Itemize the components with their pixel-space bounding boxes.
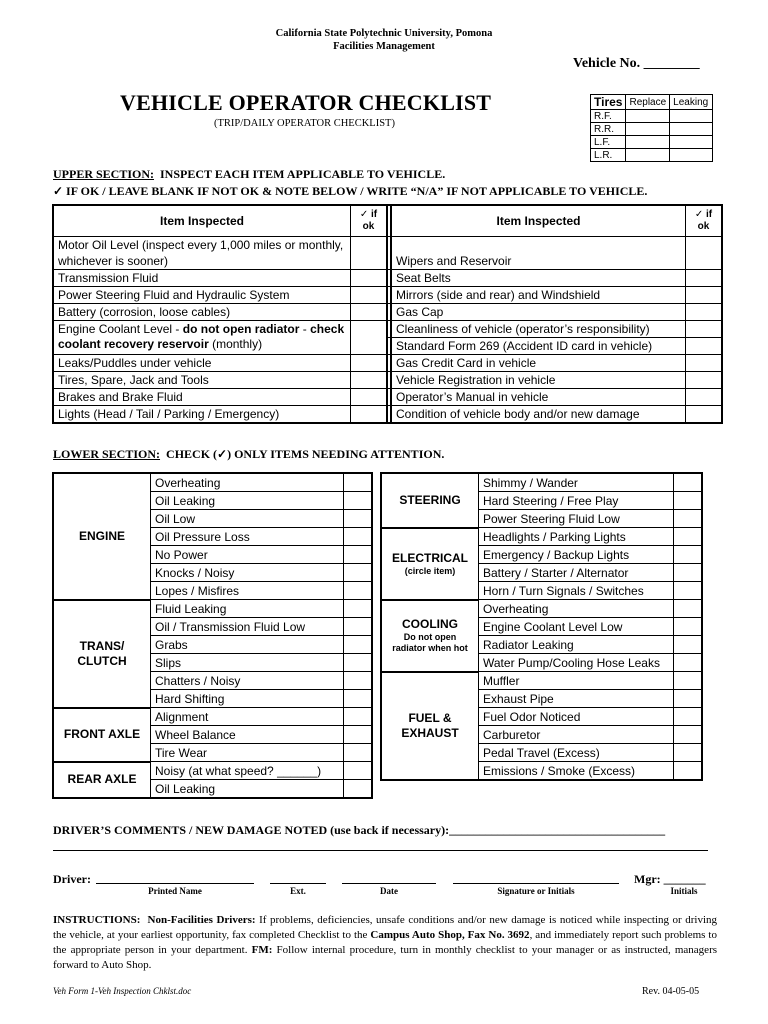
upper-item-right: Seat Belts bbox=[391, 269, 686, 286]
upper-item-left: Tires, Spare, Jack and Tools bbox=[53, 371, 351, 388]
lower-item: Battery / Starter / Alternator bbox=[479, 564, 674, 582]
lower-check-cell[interactable] bbox=[674, 492, 703, 510]
upper-item-left: Power Steering Fluid and Hydraulic System bbox=[53, 286, 351, 303]
manager-initials-field[interactable]: Mgr: _______ bbox=[634, 872, 706, 886]
upper-section-text: INSPECT EACH ITEM APPLICABLE TO VEHICLE. bbox=[160, 167, 446, 181]
page-title: VEHICLE OPERATOR CHECKLIST bbox=[120, 90, 492, 115]
ext-line[interactable] bbox=[270, 883, 326, 884]
upper-check-left[interactable] bbox=[351, 269, 388, 286]
lower-check-cell[interactable] bbox=[344, 473, 373, 492]
lower-row bbox=[53, 708, 372, 726]
instructions-label: INSTRUCTIONS: bbox=[53, 914, 141, 926]
lower-check-cell[interactable] bbox=[674, 510, 703, 528]
lower-check-cell[interactable] bbox=[344, 510, 373, 528]
lower-check-cell[interactable] bbox=[344, 780, 373, 799]
lower-item: Hard Shifting bbox=[151, 690, 344, 708]
upper-check-left[interactable] bbox=[351, 320, 388, 354]
group-name: TRANS/ CLUTCH bbox=[77, 638, 127, 668]
upper-item-right: Mirrors (side and rear) and Windshield bbox=[391, 286, 686, 303]
lower-check-cell[interactable] bbox=[344, 744, 373, 762]
upper-item-left: Lights (Head / Tail / Parking / Emergency) bbox=[53, 405, 351, 423]
lower-check-cell[interactable] bbox=[674, 636, 703, 654]
upper-checklist-table bbox=[52, 204, 723, 424]
leaking-header: Leaking bbox=[670, 95, 713, 110]
lower-item: Horn / Turn Signals / Switches bbox=[479, 582, 674, 600]
tire-replace-cell[interactable] bbox=[626, 136, 670, 149]
lower-check-cell[interactable] bbox=[674, 654, 703, 672]
lower-check-cell[interactable] bbox=[674, 528, 703, 546]
upper-item-left: Battery (corrosion, loose cables) bbox=[53, 303, 351, 320]
lower-item: Exhaust Pipe bbox=[479, 690, 674, 708]
lower-item: Overheating bbox=[479, 600, 674, 618]
tire-leaking-cell[interactable] bbox=[670, 149, 713, 162]
lower-right-table bbox=[380, 472, 703, 781]
signature-label: Signature or Initials bbox=[497, 886, 575, 896]
non-facilities-label: Non-Facilities Drivers: bbox=[147, 914, 256, 926]
upper-check-right[interactable] bbox=[686, 354, 723, 371]
group-name: COOLING bbox=[402, 617, 458, 631]
lower-check-cell[interactable] bbox=[674, 473, 703, 492]
lower-check-cell[interactable] bbox=[674, 726, 703, 744]
lower-row bbox=[381, 473, 702, 492]
comments-second-line[interactable] bbox=[53, 850, 708, 851]
group-note: Do not open radiator when hot bbox=[392, 632, 468, 653]
initials-label: Initials bbox=[670, 886, 698, 896]
vehicle-number-field[interactable]: Vehicle No. ________ bbox=[573, 56, 700, 71]
upper-item-right: Condition of vehicle body and/or new damage bbox=[391, 405, 686, 423]
group-name: ELECTRICAL bbox=[392, 550, 468, 565]
lower-check-cell[interactable] bbox=[344, 582, 373, 600]
tire-replace-cell[interactable] bbox=[626, 149, 670, 162]
fax-info: Campus Auto Shop, Fax No. 3692 bbox=[370, 929, 530, 941]
lower-item: Muffler bbox=[479, 672, 674, 690]
group-label bbox=[381, 600, 479, 672]
lower-item: Alignment bbox=[151, 708, 344, 726]
footer-revision: Rev. 04-05-05 bbox=[642, 986, 700, 997]
ext-label: Ext. bbox=[290, 886, 306, 896]
upper-item-right: Vehicle Registration in vehicle bbox=[391, 371, 686, 388]
lower-item: Fluid Leaking bbox=[151, 600, 344, 618]
tire-leaking-cell[interactable] bbox=[670, 136, 713, 149]
department-name: Facilities Management bbox=[333, 41, 435, 52]
lower-row bbox=[381, 672, 702, 690]
upper-check-left[interactable] bbox=[351, 354, 388, 371]
non-facilities-text: If problems, deficiencies, unsafe conditions and/or new damage is noticed while inspecting or driving the vehicle, at your earliest opportunity, fax completed Checklist to the bbox=[53, 914, 718, 941]
lower-check-cell[interactable] bbox=[344, 492, 373, 510]
upper-check-left[interactable] bbox=[351, 286, 388, 303]
upper-item-right: Wipers and Reservoir bbox=[391, 236, 686, 269]
tire-label: L.F. bbox=[591, 136, 626, 149]
footer-filename: Veh Form 1-Veh Inspection Chklst.doc bbox=[53, 986, 192, 996]
upper-check-right[interactable] bbox=[686, 303, 723, 320]
tire-label: R.R. bbox=[591, 123, 626, 136]
lower-item: Lopes / Misfires bbox=[151, 582, 344, 600]
lower-check-cell[interactable] bbox=[344, 762, 373, 780]
item-inspected-header-right: Item Inspected bbox=[391, 205, 686, 236]
lower-item: Carburetor bbox=[479, 726, 674, 744]
group-label bbox=[381, 672, 479, 781]
upper-check-right[interactable] bbox=[686, 405, 723, 423]
lower-left-table bbox=[52, 472, 373, 799]
tire-leaking-cell[interactable] bbox=[670, 110, 713, 123]
lower-item: Grabs bbox=[151, 636, 344, 654]
group-name: STEERING bbox=[399, 492, 461, 507]
tire-replace-cell[interactable] bbox=[626, 110, 670, 123]
lower-check-cell[interactable] bbox=[344, 546, 373, 564]
tires-table bbox=[590, 94, 713, 162]
upper-check-left[interactable] bbox=[351, 405, 388, 423]
group-label bbox=[53, 708, 151, 762]
lower-check-cell[interactable] bbox=[674, 672, 703, 690]
lower-item: Headlights / Parking Lights bbox=[479, 528, 674, 546]
lower-check-cell[interactable] bbox=[344, 726, 373, 744]
upper-check-right[interactable] bbox=[686, 320, 723, 337]
lower-check-cell[interactable] bbox=[674, 690, 703, 708]
check-header-left: ✓ if ok bbox=[351, 205, 388, 236]
lower-check-cell[interactable] bbox=[344, 636, 373, 654]
drivers-comments-line[interactable]: DRIVER’S COMMENTS / NEW DAMAGE NOTED (use back if necessary):____________________________________ bbox=[53, 823, 666, 837]
printed-name-line[interactable] bbox=[96, 883, 254, 884]
lower-item: Fuel Odor Noticed bbox=[479, 708, 674, 726]
lower-item: Oil / Transmission Fluid Low bbox=[151, 618, 344, 636]
group-name: FRONT AXLE bbox=[63, 727, 141, 741]
upper-check-right[interactable] bbox=[686, 337, 723, 354]
printed-name-label: Printed Name bbox=[148, 886, 202, 896]
fm-text: Follow internal procedure, turn in monthly checklist to your manager or as instructed, managers forward to Auto Shop. bbox=[53, 944, 718, 971]
upper-item-right: Gas Credit Card in vehicle bbox=[391, 354, 686, 371]
coolant-text-part: - bbox=[299, 322, 311, 336]
lower-check-cell[interactable] bbox=[674, 744, 703, 762]
lower-row bbox=[53, 473, 372, 492]
upper-section-instruction: ✓ IF OK / LEAVE BLANK IF NOT OK & NOTE BELOW / WRITE “N/A” IF NOT APPLICABLE TO VEHICLE. bbox=[53, 184, 648, 198]
lower-item: Hard Steering / Free Play bbox=[479, 492, 674, 510]
lower-check-cell[interactable] bbox=[344, 528, 373, 546]
upper-item-left bbox=[53, 320, 351, 354]
group-name: FUEL & EXHAUST bbox=[401, 710, 459, 740]
coolant-text-part: Engine Coolant Level - bbox=[58, 322, 183, 336]
fm-label: FM: bbox=[251, 944, 273, 956]
lower-item: Oil Leaking bbox=[151, 780, 344, 799]
coolant-text-part: check coolant recovery reservoir bbox=[58, 322, 345, 351]
lower-check-cell[interactable] bbox=[344, 618, 373, 636]
lower-check-cell[interactable] bbox=[344, 672, 373, 690]
lower-check-cell[interactable] bbox=[674, 600, 703, 618]
lower-item: Tire Wear bbox=[151, 744, 344, 762]
lower-check-cell[interactable] bbox=[344, 708, 373, 726]
coolant-text-part: do not open radiator bbox=[182, 322, 300, 336]
lower-item: Water Pump/Cooling Hose Leaks bbox=[479, 654, 674, 672]
tire-label: R.F. bbox=[591, 110, 626, 123]
lower-item: Oil Low bbox=[151, 510, 344, 528]
upper-check-right[interactable] bbox=[686, 388, 723, 405]
lower-row bbox=[381, 600, 702, 618]
lower-item: Shimmy / Wander bbox=[479, 473, 674, 492]
lower-item: Power Steering Fluid Low bbox=[479, 510, 674, 528]
lower-item: Oil Leaking bbox=[151, 492, 344, 510]
lower-check-cell[interactable] bbox=[674, 564, 703, 582]
group-label bbox=[53, 473, 151, 600]
lower-item: Emissions / Smoke (Excess) bbox=[479, 762, 674, 781]
signature-line[interactable] bbox=[453, 883, 619, 884]
tire-replace-cell[interactable] bbox=[626, 123, 670, 136]
upper-item-left: Motor Oil Level (inspect every 1,000 miles or monthly, whichever is sooner) bbox=[53, 236, 351, 269]
upper-check-left[interactable] bbox=[351, 371, 388, 388]
upper-item-right: Cleanliness of vehicle (operator’s responsibility) bbox=[391, 320, 686, 337]
lower-item: Knocks / Noisy bbox=[151, 564, 344, 582]
item-inspected-header-left: Item Inspected bbox=[53, 205, 351, 236]
check-header-right: ✓ if ok bbox=[686, 205, 723, 236]
lower-check-cell[interactable] bbox=[674, 618, 703, 636]
lower-row bbox=[381, 528, 702, 546]
lower-item: Overheating bbox=[151, 473, 344, 492]
driver-label: Driver: bbox=[53, 872, 91, 886]
upper-check-left[interactable] bbox=[351, 236, 388, 269]
non-facilities-text-2: , and immediately report such problems to the appropriate person in your department. bbox=[53, 929, 717, 956]
lower-item: Chatters / Noisy bbox=[151, 672, 344, 690]
lower-item: Wheel Balance bbox=[151, 726, 344, 744]
university-name: California State Polytechnic University, Pomona bbox=[275, 28, 493, 39]
upper-check-right[interactable] bbox=[686, 269, 723, 286]
group-note: (circle item) bbox=[404, 565, 456, 576]
group-label bbox=[53, 600, 151, 708]
lower-row bbox=[53, 762, 372, 780]
lower-item: Oil Pressure Loss bbox=[151, 528, 344, 546]
upper-check-right[interactable] bbox=[686, 236, 723, 269]
lower-check-cell[interactable] bbox=[344, 600, 373, 618]
lower-section-text: CHECK (✓) ONLY ITEMS NEEDING ATTENTION. bbox=[166, 447, 445, 461]
date-line[interactable] bbox=[342, 883, 436, 884]
lower-check-cell[interactable] bbox=[674, 762, 703, 781]
lower-item: Slips bbox=[151, 654, 344, 672]
date-label: Date bbox=[380, 886, 398, 896]
upper-section-label: UPPER SECTION: bbox=[53, 167, 155, 181]
upper-check-right[interactable] bbox=[686, 286, 723, 303]
upper-item-left: Leaks/Puddles under vehicle bbox=[53, 354, 351, 371]
tires-header: Tires bbox=[591, 95, 626, 110]
lower-check-cell[interactable] bbox=[344, 564, 373, 582]
lower-item: Radiator Leaking bbox=[479, 636, 674, 654]
lower-row bbox=[53, 600, 372, 618]
tire-leaking-cell[interactable] bbox=[670, 123, 713, 136]
page-subtitle: (TRIP/DAILY OPERATOR CHECKLIST) bbox=[214, 118, 395, 129]
lower-item: Noisy (at what speed? ______) bbox=[151, 762, 344, 780]
upper-section-heading bbox=[53, 167, 445, 182]
upper-item-left: Transmission Fluid bbox=[53, 269, 351, 286]
instructions-paragraph bbox=[53, 913, 717, 973]
upper-item-left: Brakes and Brake Fluid bbox=[53, 388, 351, 405]
replace-header: Replace bbox=[626, 95, 670, 110]
lower-check-cell[interactable] bbox=[674, 546, 703, 564]
lower-check-cell[interactable] bbox=[344, 690, 373, 708]
group-name: REAR AXLE bbox=[67, 772, 137, 787]
coolant-text-part: (monthly) bbox=[208, 337, 263, 351]
upper-item-right: Gas Cap bbox=[391, 303, 686, 320]
lower-item: Emergency / Backup Lights bbox=[479, 546, 674, 564]
lower-check-cell[interactable] bbox=[674, 708, 703, 726]
group-label bbox=[53, 762, 151, 799]
lower-check-cell[interactable] bbox=[674, 582, 703, 600]
lower-item: No Power bbox=[151, 546, 344, 564]
group-name: ENGINE bbox=[78, 528, 125, 543]
group-label bbox=[381, 473, 479, 528]
lower-item: Engine Coolant Level Low bbox=[479, 618, 674, 636]
tire-label: L.R. bbox=[591, 149, 626, 162]
lower-section-label: LOWER SECTION: bbox=[53, 447, 161, 461]
lower-section-heading bbox=[53, 447, 444, 462]
group-label bbox=[381, 528, 479, 600]
upper-check-left[interactable] bbox=[351, 303, 388, 320]
upper-item-right: Operator’s Manual in vehicle bbox=[391, 388, 686, 405]
lower-item: Pedal Travel (Excess) bbox=[479, 744, 674, 762]
upper-check-left[interactable] bbox=[351, 388, 388, 405]
upper-item-right: Standard Form 269 (Accident ID card in vehicle) bbox=[391, 337, 686, 354]
upper-check-right[interactable] bbox=[686, 371, 723, 388]
lower-check-cell[interactable] bbox=[344, 654, 373, 672]
